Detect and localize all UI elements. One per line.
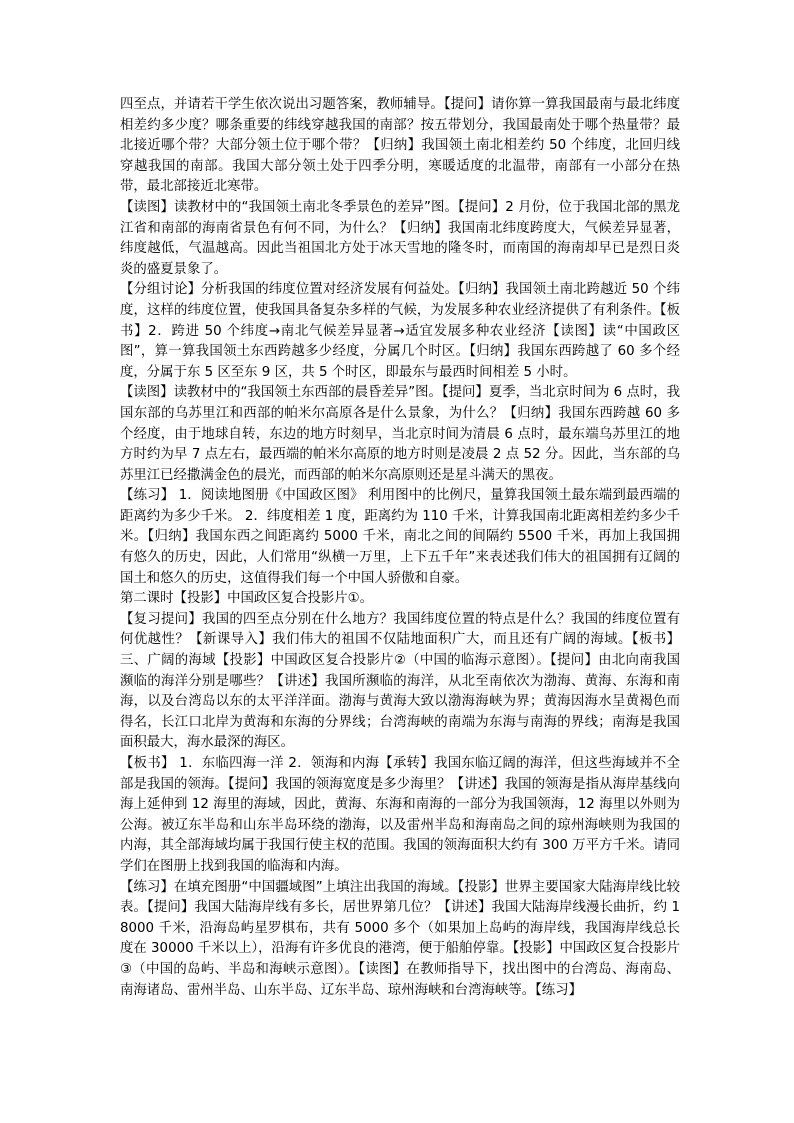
- paragraph-4: 【读图】读教材中的“我国领土东西部的晨昏差异”图。【提问】夏季，当北京时间为 6 点时，我国东部的乌苏里江和西部的帕米尔高原各是什么景象，为什么？【归纳】我国东西跨越 60 多个经度，由于地球自转，东边的地方时刻早，当北京时间为清晨 6 点时，最东端乌苏里江的地方时约为早 7 点左右，最西端的帕米尔高原的地方时则是凌晨 2 点 52 分。因此，当东部的乌苏里江已经撒满金色的晨光，而西部的帕米尔高原则还是星斗满天的黑夜。: [120, 385, 680, 483]
- paragraph-8: 【板书】 1．东临四海一洋 2．领海和内海【承转】我国东临辽阔的海洋，但这些海域并不全部是我国的领海。【提问】我国的领海宽度是多少海里？【讲述】我国的领海是指从海岸基线向海上延伸到 12 海里的海域，因此，黄海、东海和南海的一部分为我国领海，12 海里以外则为公海。被辽东半岛和山东半岛环绕的渤海，以及雷州半岛和海南岛之间的琼州海峡则为我国的内海，其全部海域均属于我国行使主权的范围。我国的领海面积大约有 300 万平方千米。请同学们在图册上找到我国的临海和内海。: [120, 756, 680, 874]
- paragraph-3: 【分组讨论】分析我国的纬度位置对经济发展有何益处。【归纳】我国领土南北跨越近 50 个纬度，这样的纬度位置，使我国具备复杂多样的气候，为发展多种农业经济提供了有利条件。【板书】2．跨进 50 个纬度→南北气候差异显著→适宜发展多种农业经济【读图】读“中国政区图”，算一算我国领土东西跨越多少经度，分属几个时区。【归纳】我国东西跨越了 60 多个经度，分属于东 5 区至东 9 区，共 5 个时区，即最东与最西时间相差 5 小时。: [120, 282, 680, 380]
- paragraph-2: 【读图】读教材中的“我国领土南北冬季景色的差异”图。【提问】2 月份，位于我国北部的黑龙江省和南部的海南省景色有何不同，为什么？【归纳】我国南北纬度跨度大，气候差异显著，纬度越低，气温越高。因此当祖国北方处于冰天雪地的隆冬时，而南国的海南却早已是烈日炎炎的盛夏景象了。: [120, 199, 680, 277]
- paragraph-7: 【复习提问】我国的四至点分别在什么地方？我国纬度位置的特点是什么？我国的纬度位置有何优越性？【新课导入】我们伟大的祖国不仅陆地面积广大，而且还有广阔的海域。【板书】三、广阔的海域【投影】中国政区复合投影片②（中国的临海示意图）。【提问】由北向南我国濒临的海洋分别是哪些？【讲述】我国所濒临的海洋，从北至南依次为渤海、黄海、东海和南海，以及台湾岛以东的太平洋洋面。渤海与黄海大致以渤海海峡为界；黄海因海水呈黄褐色而得名，长江口北岸为黄海和东海的分界线；台湾海峡的南端为东海与南海的界线；南海是我国面积最大，海水最深的海区。: [120, 611, 680, 751]
- paragraph-5: 【练习】 1．阅读地图册《中国政区图》 利用图中的比例尺，量算我国领土最东端到最西端的距离约为多少千米。 2．纬度相差 1 度，距离约为 110 千米，计算我国南北距离相差约多少千米。【归纳】我国东西之间距离约 5000 千米，南北之间的间隔约 5500 千米，再加上我国拥有悠久的历史，因此，人们常用“纵横一万里，上下五千年”来表述我们伟大的祖国拥有辽阔的国土和悠久的历史，这值得我们每一个中国人骄傲和自豪。: [120, 488, 680, 586]
- paragraph-9: 【练习】在填充图册“中国疆域图”上填注出我国的海域。【投影】世界主要国家大陆海岸线比较表。【提问】我国大陆海岸线有多长，居世界第几位？【讲述】我国大陆海岸线漫长曲折，约 18000 千米，沿海岛屿星罗棋布，共有 5000 多个（如果加上岛屿的海岸线，我国海岸线总长度在 30000 千米以上），沿海有许多优良的港湾，便于船舶停靠。【投影】中国政区复合投影片③（中国的岛屿、半岛和海峡示意图）。【读图】在教师指导下，找出图中的台湾岛、海南岛、南海诸岛、雷州半岛、山东半岛、辽东半岛、琼州海峡和台湾海峡等。【练习】: [120, 879, 680, 998]
- paragraph-1: 四至点，并请若干学生依次说出习题答案，教师辅导。【提问】请你算一算我国最南与最北纬度相差约多少度？哪条重要的纬线穿越我国的南部？按五带划分，我国最南处于哪个热量带？最北接近哪个带？大部分领土位于哪个带？【归纳】我国领土南北相差约 50 个纬度，北回归线穿越我国的南部。我国大部分领土处于四季分明，寒暖适度的北温带，南部有一小部分在热带，最北部接近北寒带。: [120, 97, 680, 195]
- document-body: [120, 95, 680, 1001]
- paragraph-6: 第二课时【投影】中国政区复合投影片①。: [120, 591, 374, 607]
